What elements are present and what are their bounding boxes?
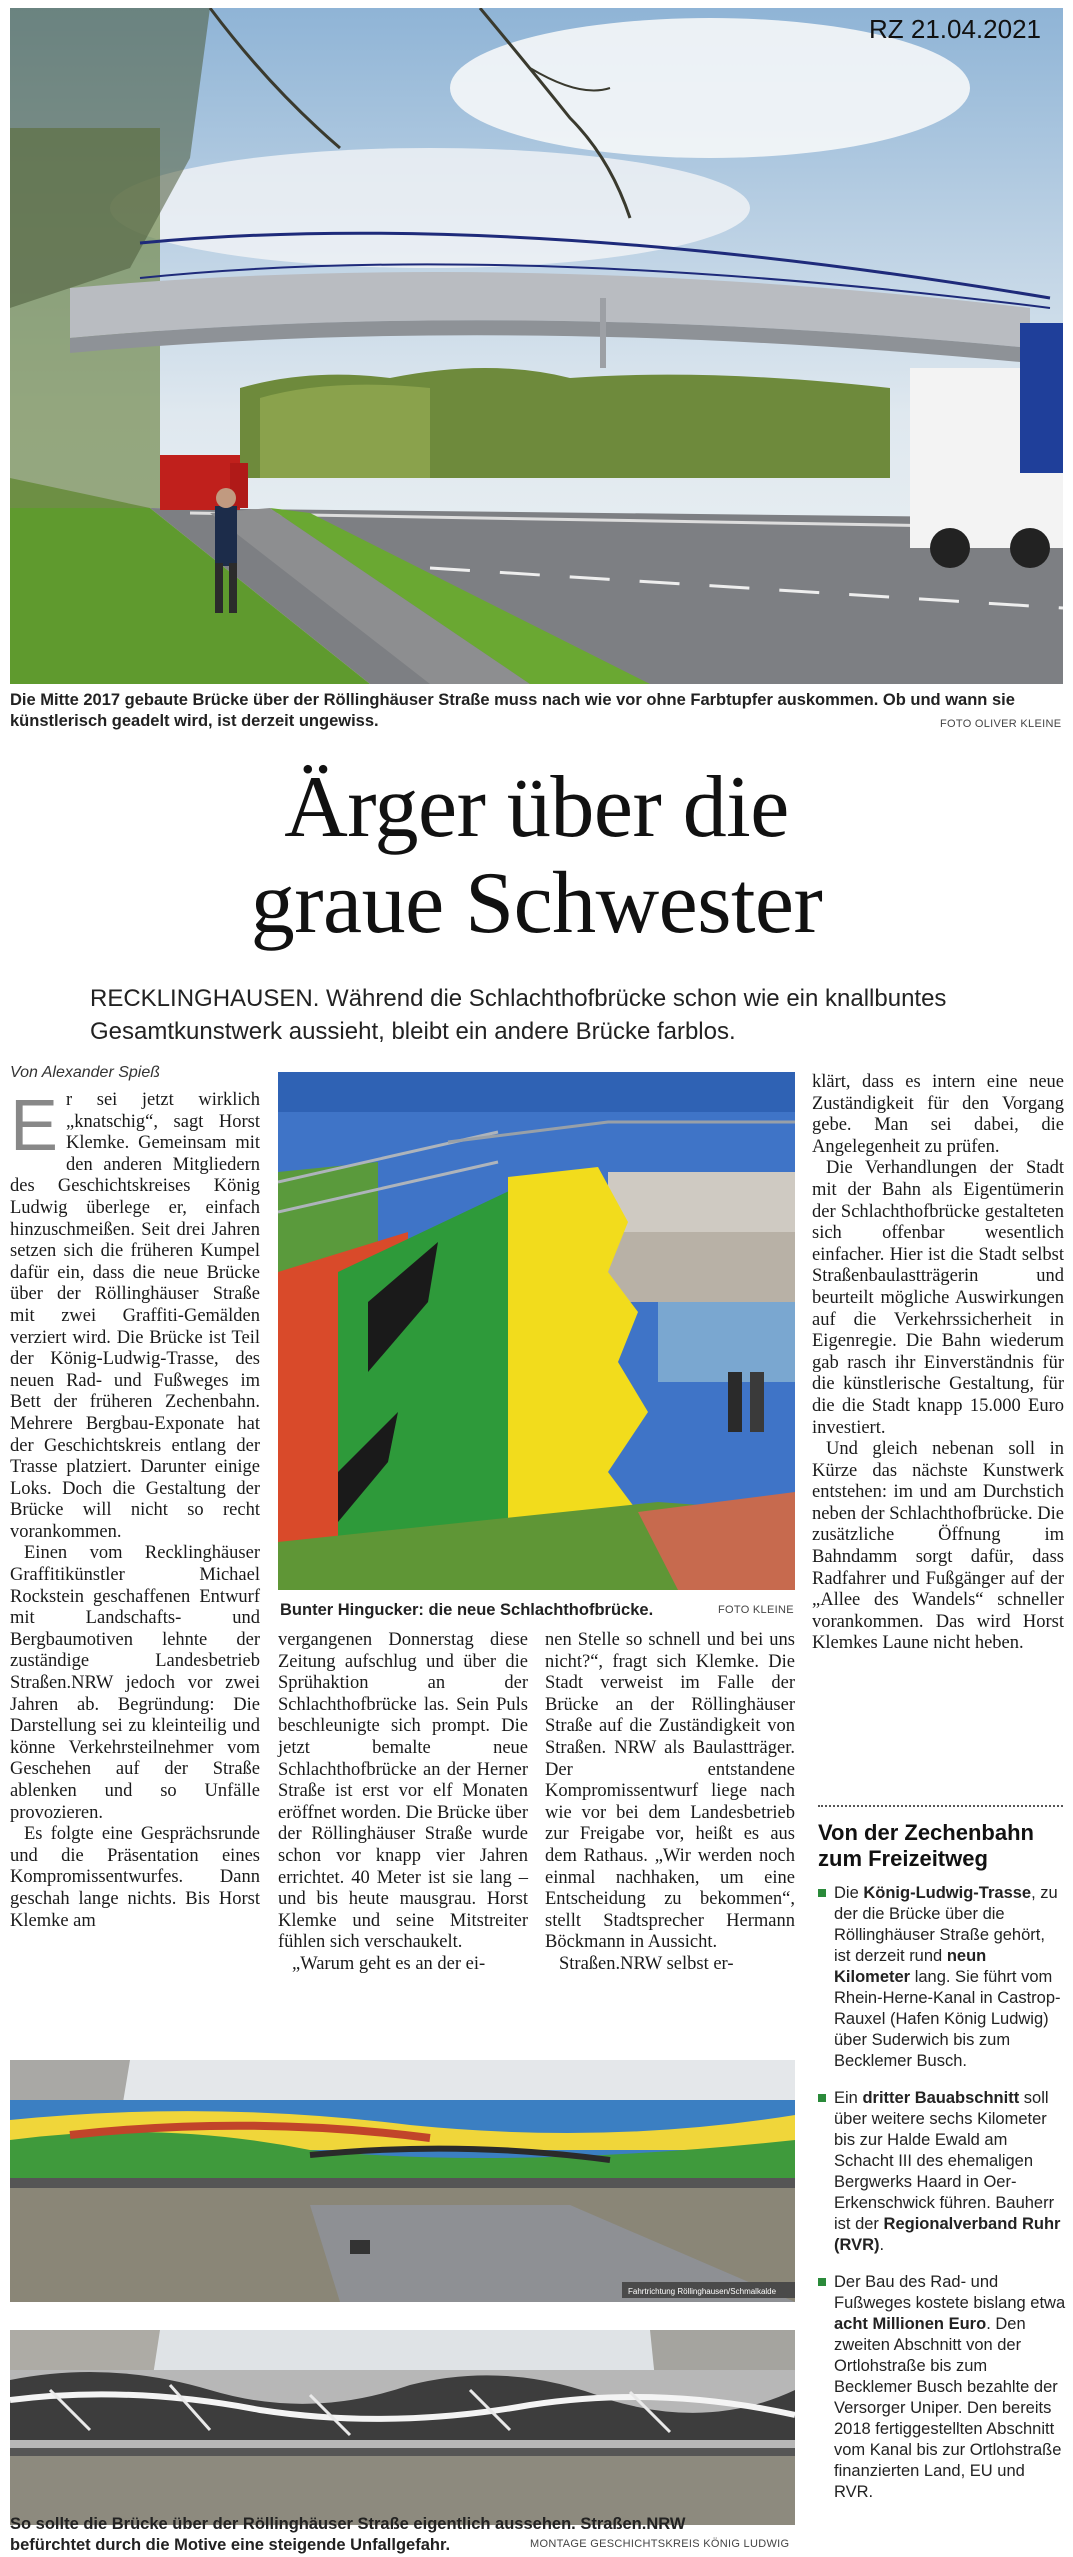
article-column-4 xyxy=(812,1072,1064,1655)
article-column-3 xyxy=(545,1630,795,1976)
article-paragraph: Die Verhandlungen der Stadt mit der Bahn als Eigentümerin der Schlachthofbrücke gestalteten sich offenbar wesentlich einfacher. Hier ist die Stadt selbst Straßenbaulastträgerin und beurteilt mögliche Auswirkungen auf die Verkehrssicherheit in Eigenregie. Die Bahn wiederum gab rasch ihr Einverständnis für die künstlerische Gestaltung, für die die Stadt knapp 15.000 Euro investiert. xyxy=(812,1158,1064,1438)
infobox-title: Von der Zechenbahn zum Freizeitweg xyxy=(818,1820,1034,1871)
montage-sign-text: Fahrtrichtung Röllinghausen/Schmalkalde xyxy=(628,2287,777,2296)
bullet-square-icon xyxy=(818,2278,826,2286)
author-byline: Von Alexander Spieß xyxy=(10,1064,161,1081)
infobox-divider xyxy=(818,1805,1063,1807)
subhead-text: Während die Schlachthofbrücke schon wie ein knallbuntes Gesamtkunstwerk aussieht, bleibt ein andere Brücke farblos. xyxy=(90,985,947,1045)
hero-caption: Die Mitte 2017 gebaute Brücke über der Röllinghäuser Straße muss nach wie vor ohne Farbtupfer auskommen. Ob und wann sie künstlerisch geadelt wird, ist derzeit ungewiss. xyxy=(10,691,1015,730)
subhead-city: RECKLINGHAUSEN. xyxy=(90,985,320,1012)
article-paragraph: vergangenen Donnerstag diese Zeitung aufschlug und über die Sprühaktion an der Schlachthofbrücke las. Sein Puls beschleunigte sich prompt. Die jetzt bemalte neue Schlachthofbrücke an der Herner Straße ist erst vor elf Monaten eröffnet worden. Die Brücke über der Röllinghäuser Straße wurde schon vor knapp vier Jahren errichtet. 40 Meter ist sie lang – und bis heute mausgrau. Horst Klemke und seine Mitstreiter fühlen sich verschaukelt. xyxy=(278,1630,528,1953)
infobox-list xyxy=(818,1883,1066,2519)
photo2-credit: FOTO KLEINE xyxy=(718,1604,794,1616)
photo2-caption: Bunter Hingucker: die neue Schlachthofbrücke. xyxy=(280,1601,654,1619)
article-column-1 xyxy=(10,1086,260,1932)
article-paragraph: klärt, dass es intern eine neue Zuständigkeit für den Vorgang gebe. Man sei dabei, die Angelegenheit zu prüfen. xyxy=(812,1072,1064,1157)
headline-line-2: graue Schwester xyxy=(250,855,823,952)
article-paragraph: „Warum geht es an der ei- xyxy=(292,1953,486,1974)
article-column-2 xyxy=(278,1630,528,1976)
dropcap: E xyxy=(10,1086,59,1166)
article-paragraph: Einen vom Recklinghäuser Graffitikünstler Michael Rockstein geschaffenen Entwurf mit Landschafts- und Bergbaumotiven lehnte der zuständige Landesbetrieb Straßen.NRW jedoch vor zwei Jahren ab. Begründung: Die Darstellung sei zu kleinteilig und könne Verkehrsteilnehmer vom Geschehen auf der Straße ablenken und so Unfälle provozieren. xyxy=(10,1543,260,1823)
hero-photo xyxy=(10,8,1063,684)
infobox-item: Die König-Ludwig-Trasse, zu der die Brücke über die Röllinghäuser Straße gehört, ist derzeit rund neun Kilometer lang. Sie führt vom Rhein-Herne-Kanal in Castrop-Rauxel (Hafen König Ludwig) über Suderwich bis zum Becklemer Busch. xyxy=(818,1883,1066,2072)
headline-line-1: Ärger über die xyxy=(284,759,789,856)
article-paragraph: Straßen.NRW selbst er- xyxy=(559,1953,734,1974)
article-paragraph: Es folgte eine Gesprächsrunde und die Präsentation eines Kompromissentwurfes. Dann geschah lange nichts. Bis Horst Klemke am xyxy=(10,1824,260,1931)
bullet-square-icon xyxy=(818,2094,826,2102)
montage-photo-1 xyxy=(10,2060,795,2302)
paragraph-text: r sei jetzt wirklich „knatschig“, sagt Horst Klemke. Gemeinsam mit den anderen Mitgliedern des Geschichtskreises König Ludwig überlege er, einfach hinzuschmeißen. Seit drei Jahren setzen sich die früheren Kumpel dafür ein, dass die neue Brücke über der Röllinghäuser Straße mit zwei Graffiti-Gemälden verziert wird. Die Brücke ist Teil der König-Ludwig-Trasse, des neuen Rad- und Fußweges im Bett der früheren Zechenbahn. Mehrere Bergbau-Exponate hat der Geschichtskreis entlang der Trasse platziert. Darunter einige Loks. Doch die Gestaltung der Brücke will nicht so recht vorankommen. xyxy=(10,1090,260,1542)
montage-caption: So sollte die Brücke über der Röllinghäuser Straße eigentlich aussehen. Straßen.NRW befürchtet durch die Motive eine steigende Unfallgefahr. xyxy=(10,2515,686,2554)
subheadline xyxy=(90,982,990,1048)
article-paragraph: nen Stelle so schnell und bei uns nicht?“, fragt sich Klemke. Die Stadt verweist im Falle der Brücke an der Röllinghäuser Straße auf die Zuständigkeit von Straßen. NRW als Baulastträger. Der entstandene Kompromissentwurf liege nach wie vor bei dem Landesbetrieb zur Freigabe vor, heißt es aus dem Rathaus. „Wir werden noch einmal nachhaken, um eine Entscheidung zu bekommen“, stellt Stadtsprecher Hermann Böckmann in Aussicht. xyxy=(545,1630,795,1953)
schlachthofbruecke-photo xyxy=(278,1072,795,1590)
hero-credit: FOTO OLIVER KLEINE xyxy=(940,718,1062,730)
infobox-item: Der Bau des Rad- und Fußweges kostete bislang etwa acht Millionen Euro. Den zweiten Abschnitt von der Ortlohstraße bis zum Becklemer Busch bezahlte der Versorger Uniper. Den bereits 2018 fertiggestellten Abschnitt vom Kanal bis zur Ortlohstraße finanzierten Land, EU und RVR. xyxy=(818,2272,1066,2503)
article-paragraph xyxy=(10,1086,260,1543)
headline xyxy=(0,760,1073,952)
infobox-item: Ein dritter Bauabschnitt soll über weitere sechs Kilometer bis zur Halde Ewald am Schacht III des ehemaligen Bergwerks Haard in Oer-Erkenschwick führen. Bauherr ist der Regionalverband Ruhr (RVR). xyxy=(818,2088,1066,2256)
bullet-square-icon xyxy=(818,1889,826,1897)
date-tag: RZ 21.04.2021 xyxy=(868,14,1041,44)
montage-credit: MONTAGE GESCHICHTSKREIS KÖNIG LUDWIG xyxy=(530,2538,790,2550)
montage-photo-2 xyxy=(10,2330,795,2525)
article-paragraph: Und gleich nebenan soll in Kürze das nächste Kunstwerk entstehen: im und am Durchstich neben der Schlachthofbrücke. Die zusätzliche Öffnung im Bahndamm sorgt dafür, dass Radfahrer und Fußgänger auf der „Allee des Wandels“ schneller vorankommen. Das wird Horst Klemkes Laune nicht heben. xyxy=(812,1439,1064,1654)
